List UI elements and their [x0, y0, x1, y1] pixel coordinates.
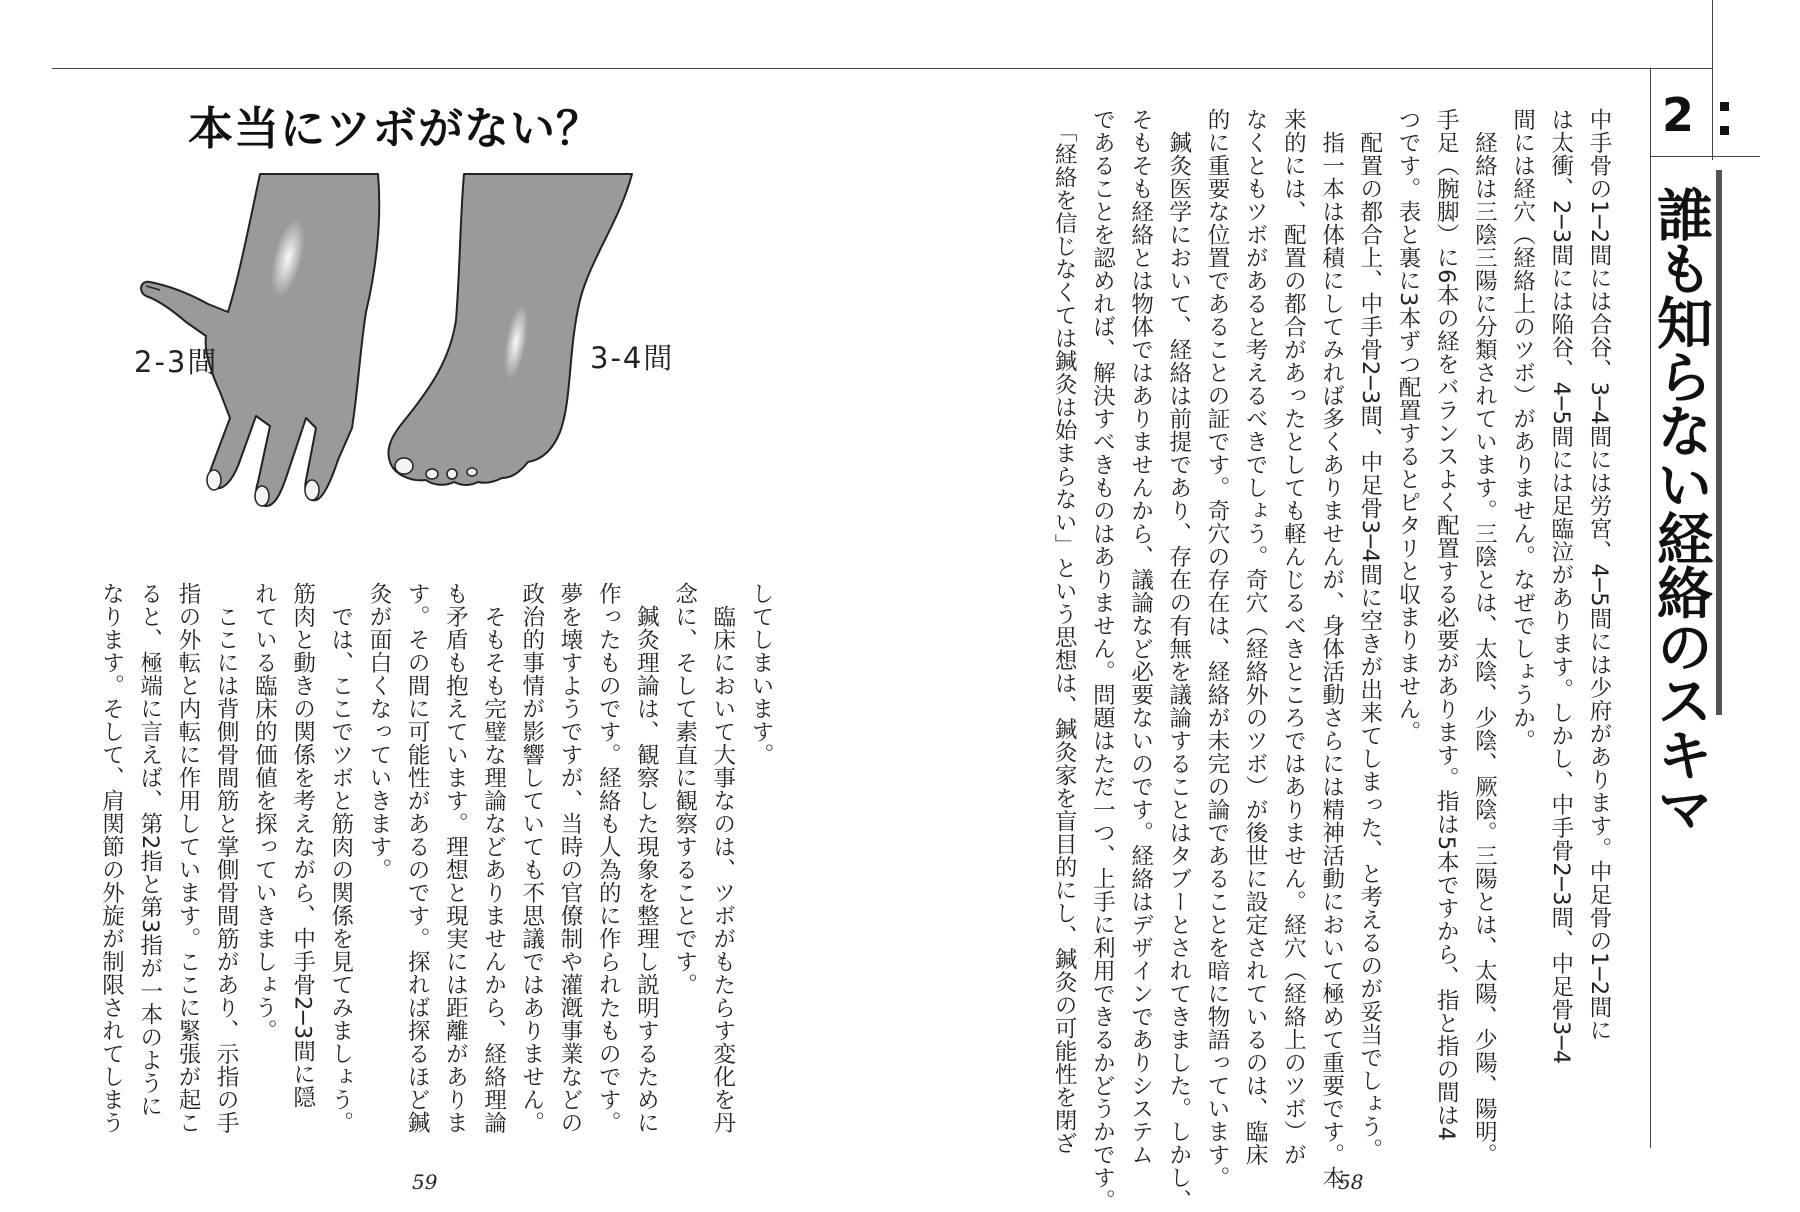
chapter-title-accent-bar: [1716, 170, 1722, 715]
hand-point-label: 2-3間: [134, 345, 219, 379]
chapter-number-underline: [1650, 156, 1760, 157]
left-page-number: 59: [412, 1170, 438, 1194]
left-page-body-text: してしまいます。 臨床において大事なのは、ツボがもたらす変化を丹 念に、そして素直に観察することです。 鍼灸理論は、観察した現象を整理し説明するために 作ったものです。経絡も人為的に作られたものです。 夢を壊すようですが、当時の官僚制や灌漑事業などの 政治的事情が影響していても不思議ではありません。 そもそも完璧な理論などありませんから、経絡理論 も矛盾も抱えています。理想と現実には距離がありま す。その間に可能性があるのです。探れば探るほど鍼 灸が面白くなっていきます。 では、ここでツボと筋肉の関係を見てみましょう。 筋肉と動きの関係を考えながら、中手骨2─3間に隠 れている臨床的価値を探っていきましょう。 ここには背側骨間筋と掌側骨間筋があり、示指の手 指の外転と内転に作用しています。ここに緊張が起こ ると、極端に言えば、第2指と第3指が一本のように なります。そして、肩関節の外旋が制限されてしまう: [98, 582, 774, 1134]
right-page-body-text: 中手骨の1─2間には合谷、3─4間には労宮、4─5間には少府があります。中足骨の1─2間に は太衝、2─3間には陥谷、4─5間には足臨泣があります。しかし、中手骨2─3間、中足骨3─4 間には経穴（経絡上のツボ）がありません。なぜでしょうか。 経絡は三陰三陽に分類されています。三陰とは、太陰、少陰、厥陰。三陽とは、太陽、少陽、陽明。 手足（腕脚）に6本の経をバランスよく配置する必要があります。指は5本ですから、指と指の間は4 つです。表と裏に3本ずつ配置するとピタリと収まりません。 配置の都合上、中手骨2─3間、中足骨3─4間に空きが出来てしまった、と考えるのが妥当でしょう。 指一本は体積にしてみれば多くありませんが、身体活動さらには精神活動において極めて重要です。本 来的には、配置の都合があったとしても軽んじるべきところではありません。経穴（経絡上のツボ）が なくともツボがあると考えるべきでしょう。奇穴（経絡外のツボ）が後世に設定されているのは、臨床 的に重要な位置であることの証です。奇穴の存在は、経絡が未完の論であることを暗に物語っています。 鍼灸医学において、経絡は前提であり、存在の有無を議論することはタブーとされてきました。しかし、 そもそも経絡とは物体ではありませんから、議論など必要ないのです。経絡はデザインでありシステム であることを認めれば、解決すべきものはありません。問題はただ一つ、上手に利用できるかどうかです。 「経絡を信じなくては鍼灸は始まらない」という思想は、鍼灸家を盲目的にし、鍼灸の可能性を閉ざ: [1051, 108, 1612, 1212]
top-rule-line: [52, 68, 1712, 69]
chapter-title: 誰も知らない経絡のスキマ: [1648, 186, 1713, 834]
chapter-header-right-rule: [1712, 0, 1713, 160]
chapter-number-colon: [1720, 102, 1730, 136]
right-page-number: 58: [1338, 1170, 1364, 1194]
illustration-title: 本当にツボがない？: [188, 102, 603, 155]
foot-point-label: 3-4間: [590, 341, 675, 375]
foot-shape: [388, 174, 632, 485]
chapter-number: 2: [1662, 88, 1695, 142]
